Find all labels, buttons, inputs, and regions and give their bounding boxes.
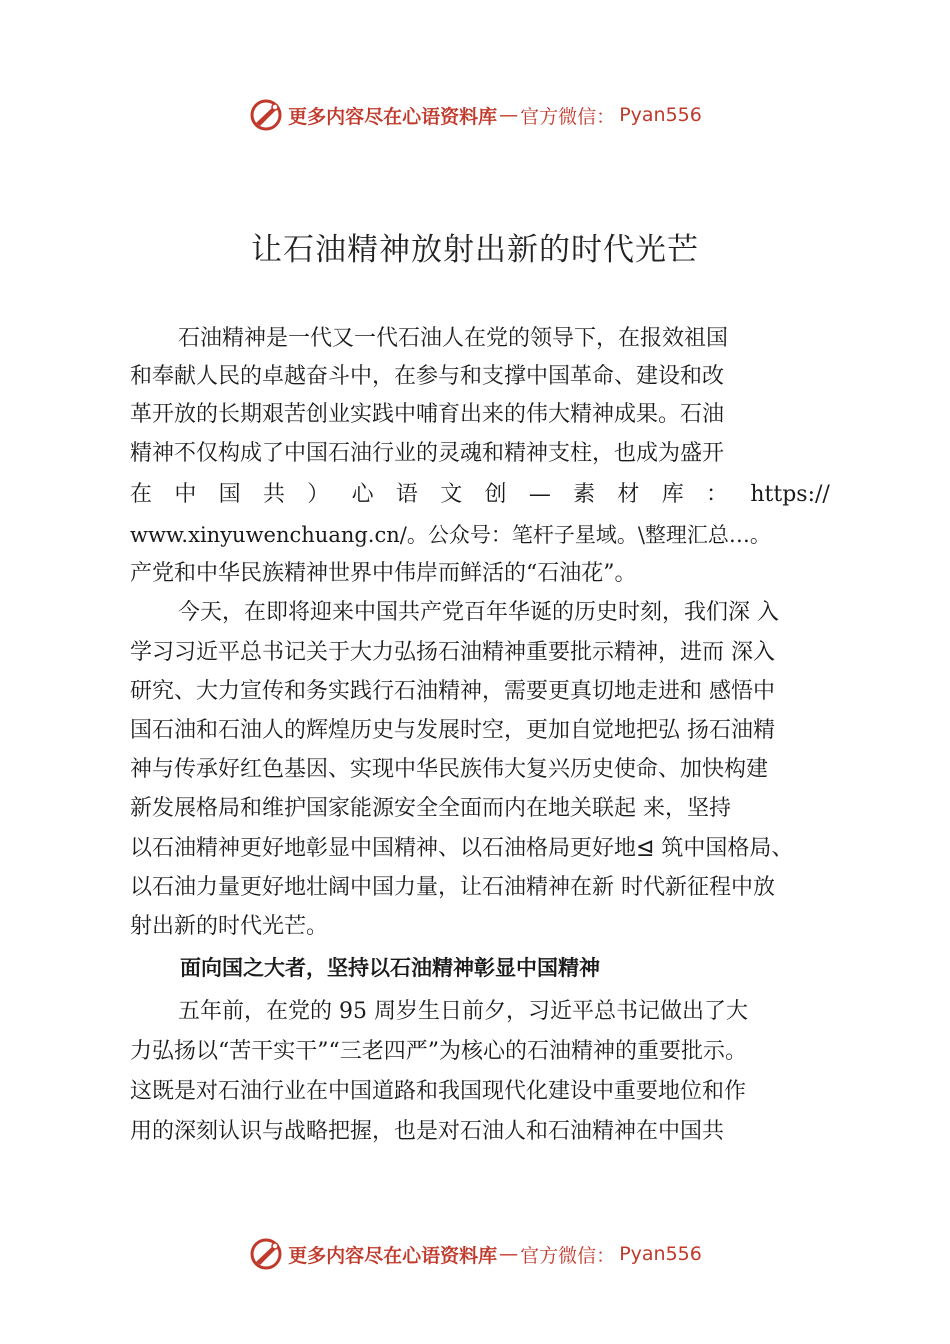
header-banner: [0, 95, 950, 135]
spaced-char: 材: [617, 482, 640, 507]
text-line: 和奉献人民的卓越奋斗中，在参与和支撑中国革命、建设和改: [130, 364, 725, 389]
spaced-char: 素: [573, 482, 596, 507]
text-line-spaced: [130, 478, 830, 512]
spaced-char: 国: [218, 482, 241, 507]
text-line: 力弘扬以“苦干实干”“三老四严”为核心的石油精神的重要批示。: [130, 1039, 747, 1064]
banner-site: 更多内容尽在心语资料库: [288, 1244, 498, 1267]
brand-logo-icon: [248, 1236, 284, 1272]
brand-logo-icon: [248, 97, 284, 133]
text-line: 精神不仅构成了中国石油行业的灵魂和精神支柱，也成为盛开: [130, 441, 725, 466]
text-line: 以石油精神更好地彰显中国精神、以石油格局更好地⊴ 筑中国格局、: [130, 836, 794, 861]
text-line: 以石油力量更好地壮阔中国力量，让石油精神在新 时代新征程中放: [130, 875, 775, 900]
banner-separator: —: [499, 104, 519, 126]
banner-wechat-id: Pyan556: [619, 1243, 702, 1265]
text-line: 石油精神是一代又一代石油人在党的领导下，在报效祖国: [178, 326, 729, 351]
text-line: 这既是对石油行业在中国道路和我国现代化建设中重要地位和作: [130, 1079, 747, 1104]
text-line: 五年前，在党的 95 周岁生日前夕，习近平总书记做出了大: [178, 999, 748, 1024]
text-line: www.xinyuwenchuang.cn/。公众号：笔杆子星域。\整理汇总…。: [130, 523, 771, 547]
spaced-char: ）: [307, 482, 330, 507]
section-heading: 面向国之大者，坚持以石油精神彰显中国精神: [180, 956, 600, 980]
text-line: 用的深刻认识与战略把握，也是对石油人和石油精神在中国共: [130, 1119, 725, 1144]
spaced-char: 创: [484, 482, 507, 507]
spaced-char: 语: [395, 482, 418, 507]
page-title: 让石油精神放射出新的时代光芒: [251, 232, 699, 268]
footer-banner: [0, 1234, 950, 1274]
text-line: 产党和中华民族精神世界中伟岸而鲜活的“石油花”。: [130, 561, 637, 586]
spaced-char: 文: [440, 482, 463, 507]
spaced-char: 库: [661, 482, 684, 507]
text-line: 学习习近平总书记关于大力弘扬石油精神重要批示精神，进而 深入: [130, 640, 775, 665]
spaced-char: 心: [351, 482, 374, 507]
text-line: 今天，在即将迎来中国共产党百年华诞的历史时刻，我们深 入: [178, 600, 779, 625]
text-line: 神与传承好红色基因、实现中华民族伟大复兴历史使命、加快构建: [130, 757, 769, 782]
text-line: 国石油和石油人的辉煌历史与发展时空，更加自觉地把弘 扬石油精: [130, 718, 775, 743]
text-line: 革开放的长期艰苦创业实践中哺育出来的伟大精神成果。石油: [130, 402, 725, 427]
text-line: 研究、大力宣传和务实践行石油精神，需要更真切地走进和 感悟中: [130, 679, 775, 704]
spaced-char: https://: [750, 482, 830, 507]
text-line: 射出新的时代光芒。: [130, 914, 329, 939]
spaced-char: —: [528, 482, 551, 507]
banner-wechat-label: 官方微信：: [520, 1244, 616, 1267]
banner-separator: —: [499, 1243, 519, 1265]
spaced-char: 共: [262, 482, 285, 507]
spaced-char: 在: [130, 482, 153, 507]
banner-wechat-label: 官方微信：: [520, 105, 616, 128]
banner-wechat-id: Pyan556: [619, 104, 702, 126]
banner-site: 更多内容尽在心语资料库: [288, 105, 498, 128]
text-line: 新发展格局和维护国家能源安全全面而内在地关联起 来，坚持: [130, 796, 731, 821]
spaced-char: ：: [706, 482, 729, 507]
spaced-char: 中: [174, 482, 197, 507]
